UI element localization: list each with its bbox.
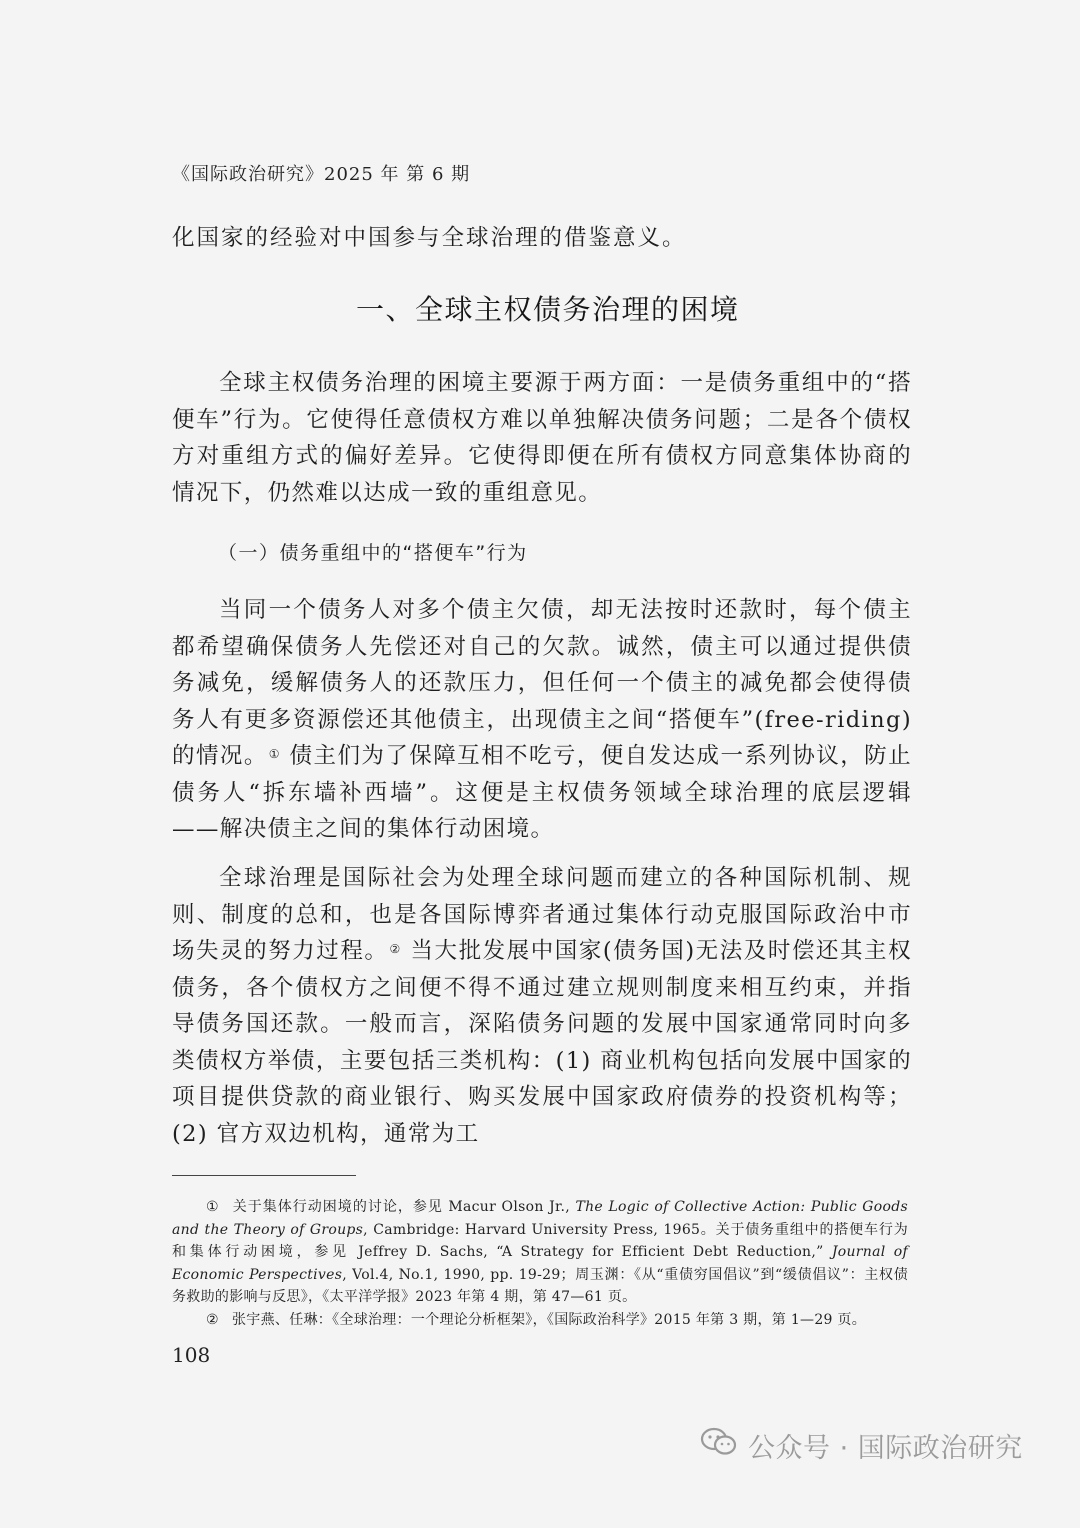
footnote-1-text-c: , Vol.4, No.1, 1990, pp. 19-29；周玉渊：《从“重债穷国倡议”到“缓债倡议”：主权债务救助的影响与反思》，《太平洋学报》2023 年第 4 期，第 47—61 页。 bbox=[172, 1266, 908, 1305]
footnote-2 bbox=[172, 1309, 908, 1332]
footnote-ref-2: ② bbox=[389, 942, 402, 956]
paragraph-2-text-b: 债主们为了保障互相不吃亏，便自发达成一系列协议，防止债务人“拆东墙补西墙”。这便是主权债务领域全球治理的底层逻辑——解决债主之间的集体行动困境。 bbox=[172, 743, 912, 842]
paragraph-3-text-a: 全球治理是国际社会为处理全球问题而建立的各种国际机制、规则、制度的总和，也是各国际博弈者通过集体行动克服国际政治中市场失灵的努力过程。 bbox=[172, 865, 912, 964]
footnote-2-text: 张宇燕、任琳：《全球治理：一个理论分析框架》，《国际政治科学》2015 年第 3 期，第 1—29 页。 bbox=[232, 1311, 867, 1328]
footnote-divider bbox=[172, 1175, 356, 1176]
body-paragraph-2 bbox=[172, 592, 912, 848]
body-paragraph-1: 全球主权债务治理的困境主要源于两方面：一是债务重组中的“搭便车”行为。它使得任意债权方难以单独解决债务问题；二是各个债权方对重组方式的偏好差异。它使得即便在所有债权方同意集体协商的情况下，仍然难以达成一致的重组意见。 bbox=[172, 370, 912, 506]
footnotes bbox=[172, 1196, 908, 1331]
footnote-1-text-a: 关于集体行动困境的讨论，参见 Macur Olson Jr., bbox=[232, 1199, 576, 1215]
section-title: 一、全球主权债务治理的困境 bbox=[356, 293, 740, 326]
wechat-watermark bbox=[700, 1426, 1023, 1465]
footnote-1-text-b: , Cambridge: Harvard University Press, 1965。关于债务重组中的搭便车行为和集体行动困境，参见 Jeffrey D. Sachs, “A Strategy for Efficient Debt Reduction,” bbox=[172, 1221, 908, 1260]
wechat-icon bbox=[700, 1426, 738, 1465]
footnote-1-journal-title: Journal of Economic Perspectives bbox=[172, 1244, 908, 1283]
footnote-1-book-title: The Logic of Collective Action: Public Goods and the Theory of Groups bbox=[172, 1199, 908, 1238]
running-header: 《国际政治研究》2025 年 第 6 期 bbox=[172, 164, 471, 185]
subsection-heading: （一）债务重组中的“搭便车”行为 bbox=[218, 542, 528, 564]
continued-text-line: 化国家的经验对中国参与全球治理的借鉴意义。 bbox=[172, 225, 687, 251]
body-paragraph-3 bbox=[172, 860, 912, 1152]
page-number: 108 bbox=[172, 1343, 211, 1367]
footnote-1 bbox=[172, 1196, 908, 1309]
footnote-2-mark: ② bbox=[206, 1311, 219, 1328]
watermark-text: 公众号 · 国际政治研究 bbox=[748, 1433, 1023, 1464]
paragraph-2-text-a: 当同一个债务人对多个债主欠债，却无法按时还款时，每个债主都希望确保债务人先偿还对自己的欠款。诚然，债主可以通过提供债务减免，缓解债务人的还款压力，但任何一个债主的减免都会使得债务人有更多资源偿还其他债主，出现债主之间“搭便车”(free-riding)的情况。 bbox=[172, 597, 912, 769]
footnote-ref-1: ① bbox=[268, 747, 281, 761]
paragraph-3-text-b: 当大批发展中国家(债务国)无法及时偿还其主权债务，各个债权方之间便不得不通过建立规则制度来相互约束，并指导债务国还款。一般而言，深陷债务问题的发展中国家通常同时向多类债权方举债，主要包括三类机构：(1) 商业机构包括向发展中国家的项目提供贷款的商业银行、购买发展中国家政府债券的投资机构等；(2) 官方双边机构，通常为工 bbox=[172, 938, 912, 1147]
footnote-1-mark: ① bbox=[206, 1199, 219, 1215]
